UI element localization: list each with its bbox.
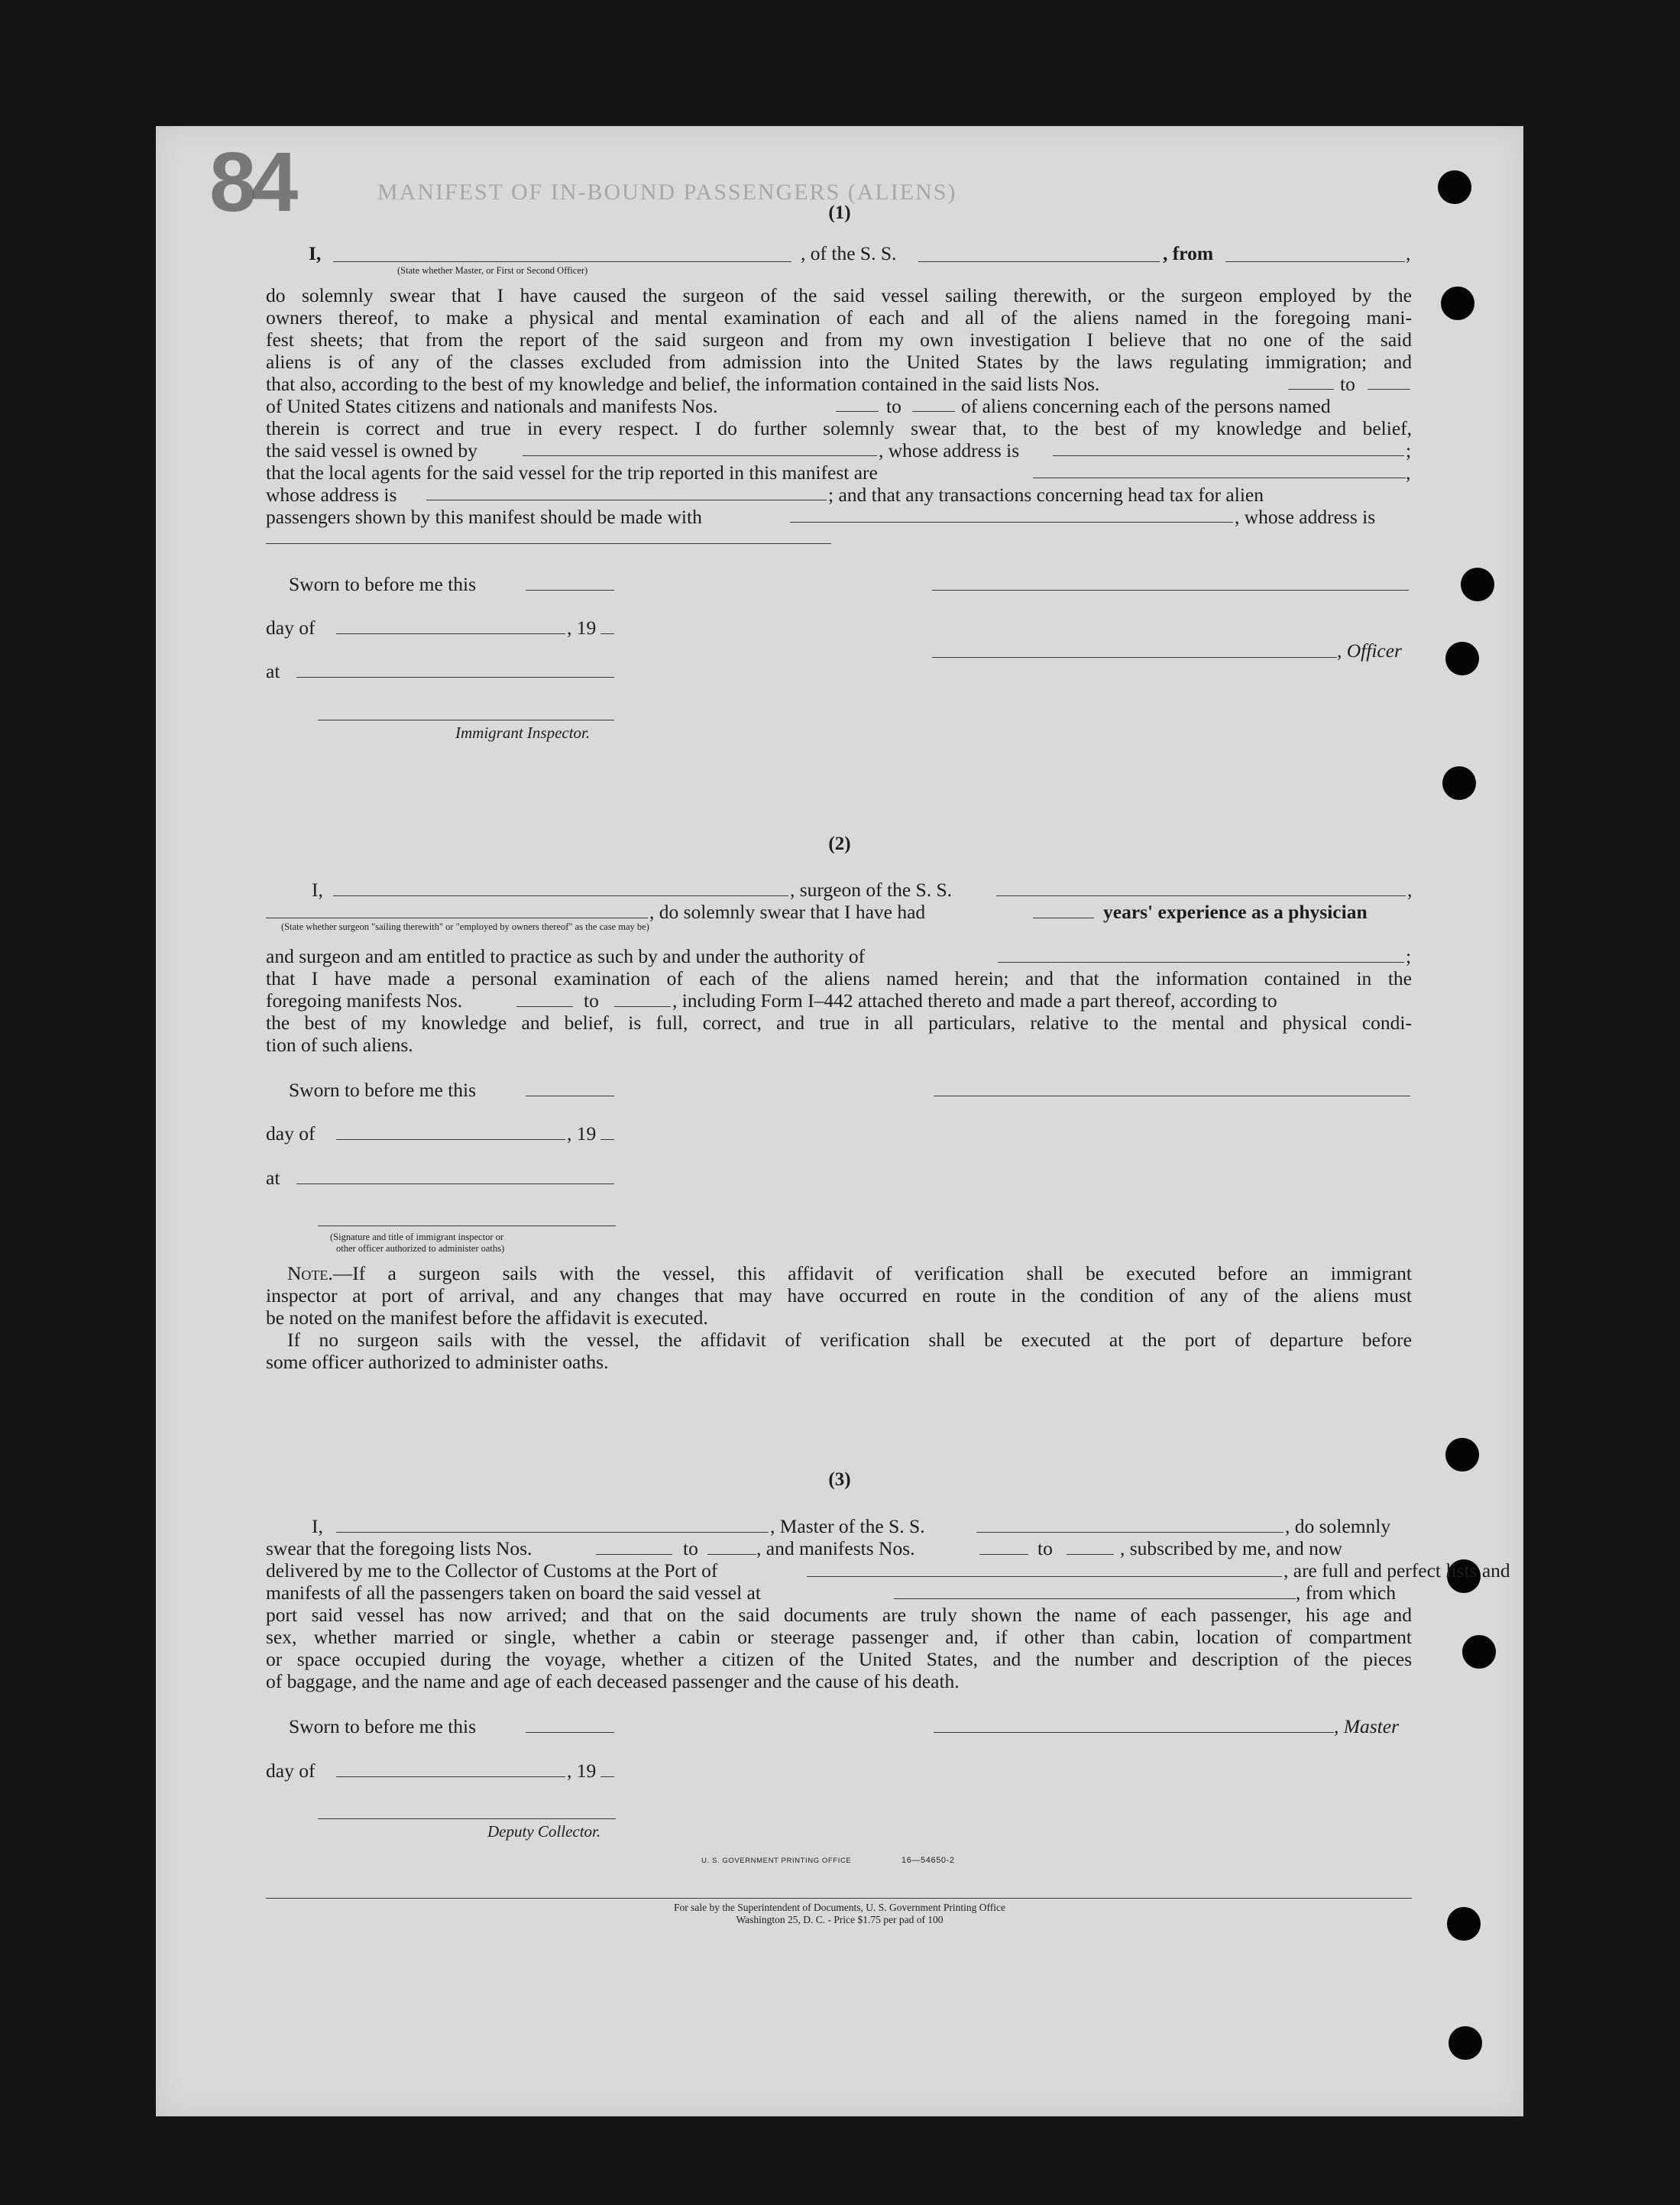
s3-sworn-label: Sworn to before me this <box>289 1715 477 1737</box>
s1-para-line: do solemnly swear that I have caused the surgeon of the said vessel sailing therewith, or the surgeon employed by the <box>266 284 1412 306</box>
s1-manifests-to-field[interactable] <box>912 410 955 412</box>
s3-to: to <box>683 1537 698 1559</box>
s1-agents-field[interactable] <box>1033 477 1406 478</box>
footer-line: For sale by the Superintendent of Documents, U. S. Government Printing Office <box>674 1902 1005 1913</box>
s2-at-label: at <box>266 1167 280 1189</box>
s1-agent-address-label: whose address is <box>266 484 397 506</box>
s2-surgeon-name-field[interactable] <box>333 895 788 896</box>
s1-headtax-address-field[interactable] <box>266 542 831 544</box>
binder-hole <box>1442 766 1476 800</box>
s1-officer-note: (State whether Master, or First or Second Officer) <box>397 265 588 276</box>
s3-departure-port-field[interactable] <box>894 1598 1296 1599</box>
s2-sworn-label: Sworn to before me this <box>289 1079 477 1101</box>
s3-para-line: sex, whether married or single, whether a cabin or steerage passenger and, if other than cabin, location of compartment <box>266 1626 1412 1648</box>
s2-surgeon-of-ss: , surgeon of the S. S. <box>790 879 953 901</box>
s3-master-label: , Master <box>1334 1715 1399 1737</box>
s3-year-field[interactable] <box>600 1776 614 1777</box>
binder-hole <box>1461 568 1494 601</box>
binder-hole <box>1441 287 1474 320</box>
s2-para-line: tion of such aliens. <box>266 1034 413 1056</box>
s1-agents-label: that the local agents for the said vessel for the trip reported in this manifest are <box>266 461 878 484</box>
s1-from-port-field[interactable] <box>1225 261 1405 262</box>
s1-year-label: , 19 <box>567 617 597 639</box>
s2-note-label: Note. <box>287 1262 333 1284</box>
s1-para-line: that also, according to the best of my knowledge and belief, the information contained in the said lists Nos. <box>266 373 1100 395</box>
s1-comma: , <box>1406 461 1411 484</box>
s3-master-name-field[interactable] <box>336 1531 769 1533</box>
s1-para-line: ; and that any transactions concerning head tax for alien <box>828 484 1264 506</box>
s1-manifests-from-field[interactable] <box>836 410 879 412</box>
s2-note-line: be noted on the manifest before the affidavit is executed. <box>266 1306 708 1329</box>
s1-officer-line[interactable] <box>932 656 1337 658</box>
s1-headtax-label: passengers shown by this manifest should be made with <box>266 506 702 528</box>
s2-sworn-day-field[interactable] <box>526 1095 614 1096</box>
s1-at-field[interactable] <box>296 676 614 678</box>
s1-officer-rank-field[interactable] <box>333 261 791 262</box>
s3-para-line: or space occupied during the voyage, whether a citizen of the United States, and the number and description of the pieces <box>266 1648 1412 1670</box>
s2-note-line: If no surgeon sails with the vessel, the affidavit of verification shall be executed at the port of departure before <box>287 1329 1412 1351</box>
s3-master-signature-line[interactable] <box>934 1731 1334 1733</box>
s3-taken-label: manifests of all the passengers taken on board the said vessel at <box>266 1582 761 1604</box>
s1-inspector-caption: Immigrant Inspector. <box>455 724 591 742</box>
s1-dayof-label: day of <box>266 617 316 639</box>
s2-para-line: , including Form I–442 attached thereto and made a part thereof, according to <box>672 989 1277 1012</box>
section-1-number: (1) <box>828 202 851 223</box>
s3-sworn-day-field[interactable] <box>526 1731 614 1733</box>
s2-official-signature-line[interactable] <box>318 1225 616 1226</box>
s2-para-line: the best of my knowledge and belief, is full, correct, and true in all particulars, relative to the mental and physical condi- <box>266 1012 1412 1034</box>
s1-owner-address-field[interactable] <box>1053 455 1404 456</box>
s1-i: I, <box>309 242 322 264</box>
s3-perfect-lists-text: , are full and perfect lists and <box>1283 1559 1510 1582</box>
s1-to: to <box>1340 373 1355 395</box>
form-code: 16—54650-2 <box>902 1856 955 1865</box>
s1-headtax-field[interactable] <box>790 521 1233 523</box>
s3-port-label: delivered by me to the Collector of Customs at the Port of <box>266 1559 718 1582</box>
s1-sworn-label: Sworn to before me this <box>289 573 477 595</box>
s1-officer-label: , Officer <box>1337 639 1402 662</box>
s1-owner-field[interactable] <box>523 455 877 456</box>
s1-para-line: therein is correct and true in every respect. I do further solemnly swear that, to the best of my knowledge and belief, <box>266 417 1412 439</box>
s2-i: I, <box>312 879 323 901</box>
s1-inspector-line[interactable] <box>318 719 614 720</box>
s2-note-line: inspector at port of arrival, and any changes that may have occurred en route in the condition of any of the aliens must <box>266 1284 1412 1306</box>
s2-note-text: —If a surgeon sails with the vessel, this affidavit of verification shall be executed before an immigrant <box>332 1262 1412 1284</box>
s3-lists-label: swear that the foregoing lists Nos. <box>266 1537 532 1559</box>
s1-para-line: fest sheets; that from the report of the said surgeon and from my own investigation I believe that no one of the said <box>266 329 1412 351</box>
s1-to: to <box>886 395 902 417</box>
s2-note-line: some officer authorized to administer oaths. <box>266 1351 609 1373</box>
s1-of-ss: , of the S. S. <box>801 242 897 264</box>
s2-surgeon-status-field[interactable] <box>266 917 648 918</box>
s3-deputy-line[interactable] <box>318 1818 616 1819</box>
s3-subscribed-text: , subscribed by me, and now <box>1120 1537 1343 1559</box>
bleed-number: 84 <box>209 135 294 229</box>
s1-owner-label: the said vessel is owned by <box>266 439 477 461</box>
s1-signature-line[interactable] <box>932 589 1409 591</box>
s2-para-line: that I have made a personal examination of each of the aliens named herein; and that the information contained in the <box>266 967 1412 989</box>
s3-month-field[interactable] <box>336 1776 565 1777</box>
s1-year-field[interactable] <box>600 633 614 634</box>
s3-port-field[interactable] <box>807 1575 1282 1577</box>
s3-dayof-label: day of <box>266 1760 316 1782</box>
s2-comma: , <box>1407 879 1413 901</box>
s2-note-line <box>287 1262 1412 1284</box>
s2-semicolon: ; <box>1406 945 1412 967</box>
s2-signature-caption: other officer authorized to administer oaths) <box>336 1243 505 1254</box>
binder-hole <box>1462 1635 1496 1669</box>
s1-month-field[interactable] <box>336 633 565 634</box>
binder-hole <box>1449 2026 1482 2060</box>
s3-i: I, <box>312 1515 323 1537</box>
section-2-number: (2) <box>828 834 851 854</box>
section-3-number: (3) <box>828 1469 851 1490</box>
s2-authority-field[interactable] <box>998 961 1404 963</box>
s1-para-line: owners thereof, to make a physical and mental examination of each and all of the aliens named in the foregoing mani- <box>266 306 1412 329</box>
s3-para-line: port said vessel has now arrived; and that on the said documents are truly shown the name of each passenger, his age and <box>266 1604 1412 1626</box>
s1-para-line: of aliens concerning each of the persons named <box>961 395 1331 417</box>
s3-vessel-field[interactable] <box>976 1531 1283 1533</box>
s2-surgeon-note: (State whether surgeon "sailing therewith" or "employed by owners thereof" as the case may be) <box>281 921 649 932</box>
s1-address-label: , whose address is <box>879 439 1020 461</box>
s1-at-label: at <box>266 660 280 682</box>
s3-to: to <box>1037 1537 1053 1559</box>
binder-hole <box>1438 170 1471 204</box>
s2-vessel-field[interactable] <box>996 895 1406 896</box>
binder-hole <box>1445 642 1479 675</box>
binder-hole <box>1445 1438 1479 1472</box>
s2-dayof-label: day of <box>266 1122 316 1145</box>
s3-year-label: , 19 <box>567 1760 597 1782</box>
s3-para-line: of baggage, and the name and age of each deceased passenger and the cause of his death. <box>266 1670 960 1692</box>
s2-years-field[interactable] <box>1033 917 1094 918</box>
printing-office-label: U. S. GOVERNMENT PRINTING OFFICE <box>701 1857 852 1865</box>
s2-year-field[interactable] <box>600 1138 614 1140</box>
s1-sworn-day-field[interactable] <box>526 589 614 591</box>
s1-address-label: , whose address is <box>1235 506 1376 528</box>
s1-lists-from-field[interactable] <box>1288 388 1334 390</box>
s3-manifests-to-field[interactable] <box>1067 1553 1114 1555</box>
footer-line: Washington 25, D. C. - Price $1.75 per pad of 100 <box>736 1914 944 1925</box>
footer-rule <box>266 1897 1412 1899</box>
s2-year-label: , 19 <box>567 1122 597 1145</box>
s2-manifests-to-field[interactable] <box>614 1005 671 1007</box>
s2-manifests-from-field[interactable] <box>516 1005 573 1007</box>
s1-from: , from <box>1163 242 1214 264</box>
s2-signature-caption: (Signature and title of immigrant inspector or <box>330 1232 504 1242</box>
s1-para-line: of United States citizens and nationals and manifests Nos. <box>266 395 718 417</box>
s3-from-which-text: , from which <box>1296 1582 1397 1604</box>
manifest-page <box>156 126 1523 2116</box>
s1-lists-to-field[interactable] <box>1368 388 1410 390</box>
s1-vessel-name-field[interactable] <box>918 261 1160 262</box>
s1-agent-address-field[interactable] <box>426 499 827 500</box>
s3-master-of-ss: , Master of the S. S. <box>770 1515 925 1537</box>
s2-authority-label: and surgeon and am entitled to practice as such by and under the authority of <box>266 945 866 967</box>
s1-para-line: aliens is of any of the classes excluded from admission into the United States by the laws regulating immigration; and <box>266 351 1412 373</box>
s2-at-field[interactable] <box>296 1183 614 1184</box>
s3-lists-to-field[interactable] <box>707 1553 756 1555</box>
s2-manifests-label: foregoing manifests Nos. <box>266 989 463 1012</box>
s2-swear-text: , do solemnly swear that I have had <box>649 901 926 923</box>
s2-month-field[interactable] <box>336 1138 565 1140</box>
bleed-through-title: MANIFEST OF IN-BOUND PASSENGERS (ALIENS) <box>377 180 957 205</box>
s2-to: to <box>584 989 599 1012</box>
s1-comma: , <box>1406 242 1411 264</box>
s1-semicolon: ; <box>1406 439 1412 461</box>
s3-lists-from-field[interactable] <box>596 1553 672 1555</box>
s3-manifests-label: , and manifests Nos. <box>756 1537 915 1559</box>
s3-swear-text: , do solemnly <box>1285 1515 1391 1537</box>
s3-deputy-caption: Deputy Collector. <box>487 1822 601 1841</box>
s2-years-experience: years' experience as a physician <box>1103 901 1368 923</box>
s3-manifests-from-field[interactable] <box>979 1553 1028 1555</box>
s2-signature-line[interactable] <box>934 1095 1410 1096</box>
